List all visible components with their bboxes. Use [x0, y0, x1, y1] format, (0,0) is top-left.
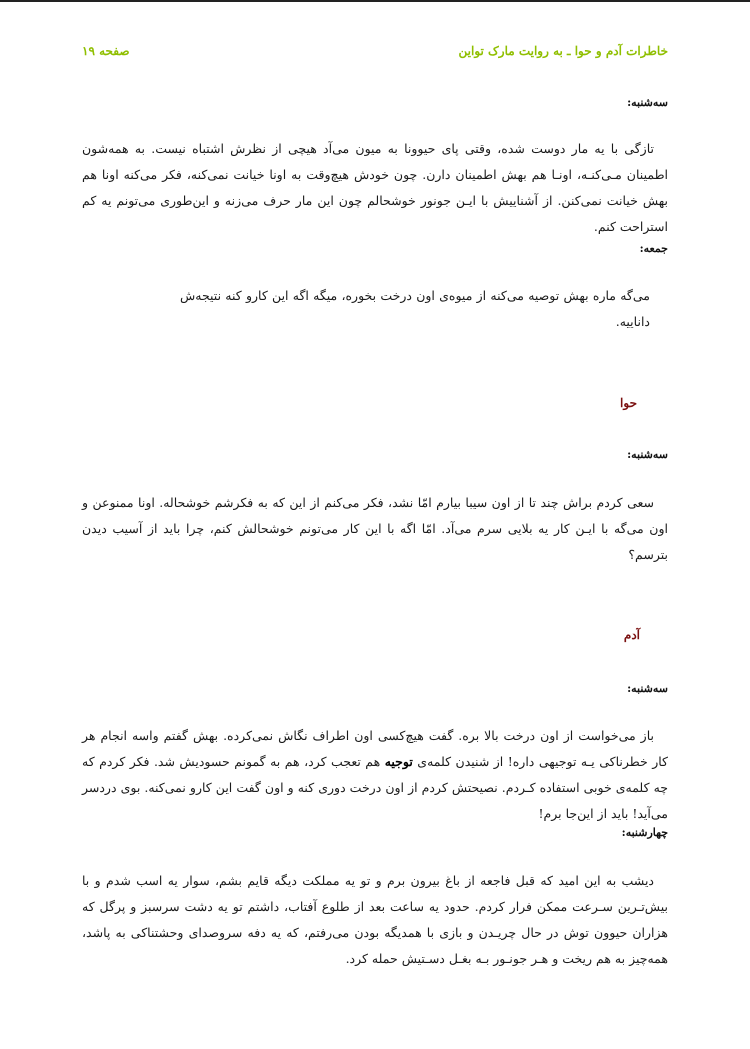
bold-word-justification: توجیه: [384, 754, 413, 769]
speaker-adam: آدم: [623, 628, 640, 642]
paragraph-1: تازگی با یه مار دوست شده، وقتی پای حیوونا به میون می‌آد هیچی از نظرش اشتباه نیست. به همه‌شون اطمینان مـی‌کنـه، اونـا هم بهش اطمینان دارن. چون خودش هیچ‌وقت به اونا خیانت نمی‌کنه، فکر می‌کنه اونا هم بهش خیانت نمی‌کنن. از آشناییش با ایـن جونور خوشحالم چون این مار حرف می‌زنه و این‌طوری می‌تونم یه کم استراحت کنم.: [82, 141, 668, 234]
day-heading-tuesday-1: سه‌شنبه:: [627, 96, 668, 109]
paragraph-2: می‌گه ماره بهش توصیه می‌کنه از میوه‌ی اون درخت بخوره، میگه اگه این کارو کنه نتیجه‌ش داناییه.: [180, 288, 650, 329]
day-heading-wednesday: چهارشنبه:: [621, 826, 668, 839]
day-heading-tuesday-2: سه‌شنبه:: [627, 448, 668, 461]
book-title: خاطرات آدم و حوا ـ به روایت مارک تواین: [458, 44, 668, 58]
paragraph-4-part-1: باز می‌خواست از اون درخت بالا بره. گفت هیچ‌کسی اون اطراف نگاش نمی‌کرده. بهش گفتم واسه انجام هر کار خطرناکی یـه توجیهی داره! از شنیدن کلمه‌ی: [82, 728, 668, 769]
day-heading-friday: جمعه:: [639, 242, 668, 255]
day-heading-tuesday-3: سه‌شنبه:: [627, 682, 668, 695]
speaker-eve: حوا: [620, 396, 637, 410]
page-header: [82, 44, 668, 58]
page-number: صفحه ۱۹: [82, 44, 130, 58]
paragraph-3: سعی کردم براش چند تا از اون سیبا بیارم امّا نشد، فکر می‌کنم از این که به فکرشم خوشحاله. اونا ممنوعن و اون می‌گه با ایـن کار یه بلایی سرم می‌آد. امّا اگه با این کار می‌تونم خوشحالش کنم، چرا باید از آسیب دیدن بترسم؟: [82, 495, 668, 562]
paragraph-4: [82, 723, 668, 827]
paragraph-4-part-2: هم تعجب کرد، هم به گمونم حسودیش شد. فکر کردم که چه کلمه‌ی خوبی استفاده کـردم. نصیحتش کردم از اون درخت دوری کنه و اون گفت این کارو نمی‌کنه. بوی دردسر می‌آید! باید از این‌جا برم!: [82, 754, 668, 821]
paragraph-5: دیشب به این امید که قبل فاجعه از باغ بیرون برم و تو یه مملکت دیگه قایم بشم، سوار یه اسب شدم و با بیش‌تـرین سـرعت ممکن فرار کردم. حدود یه ساعت بعد از طلوع آفتاب، داشتم تو یه دشت سرسبز و پرگل که هزاران حیوون توش در حال چریـدن و بازی با همدیگه بودن می‌رفتم، که یه دفه سروصدای وحشتناکی به پاشد، همه‌چیز به هم ریخت و هـر جونـور بـه بغـل دسـتیش حمله کرد.: [82, 873, 668, 966]
